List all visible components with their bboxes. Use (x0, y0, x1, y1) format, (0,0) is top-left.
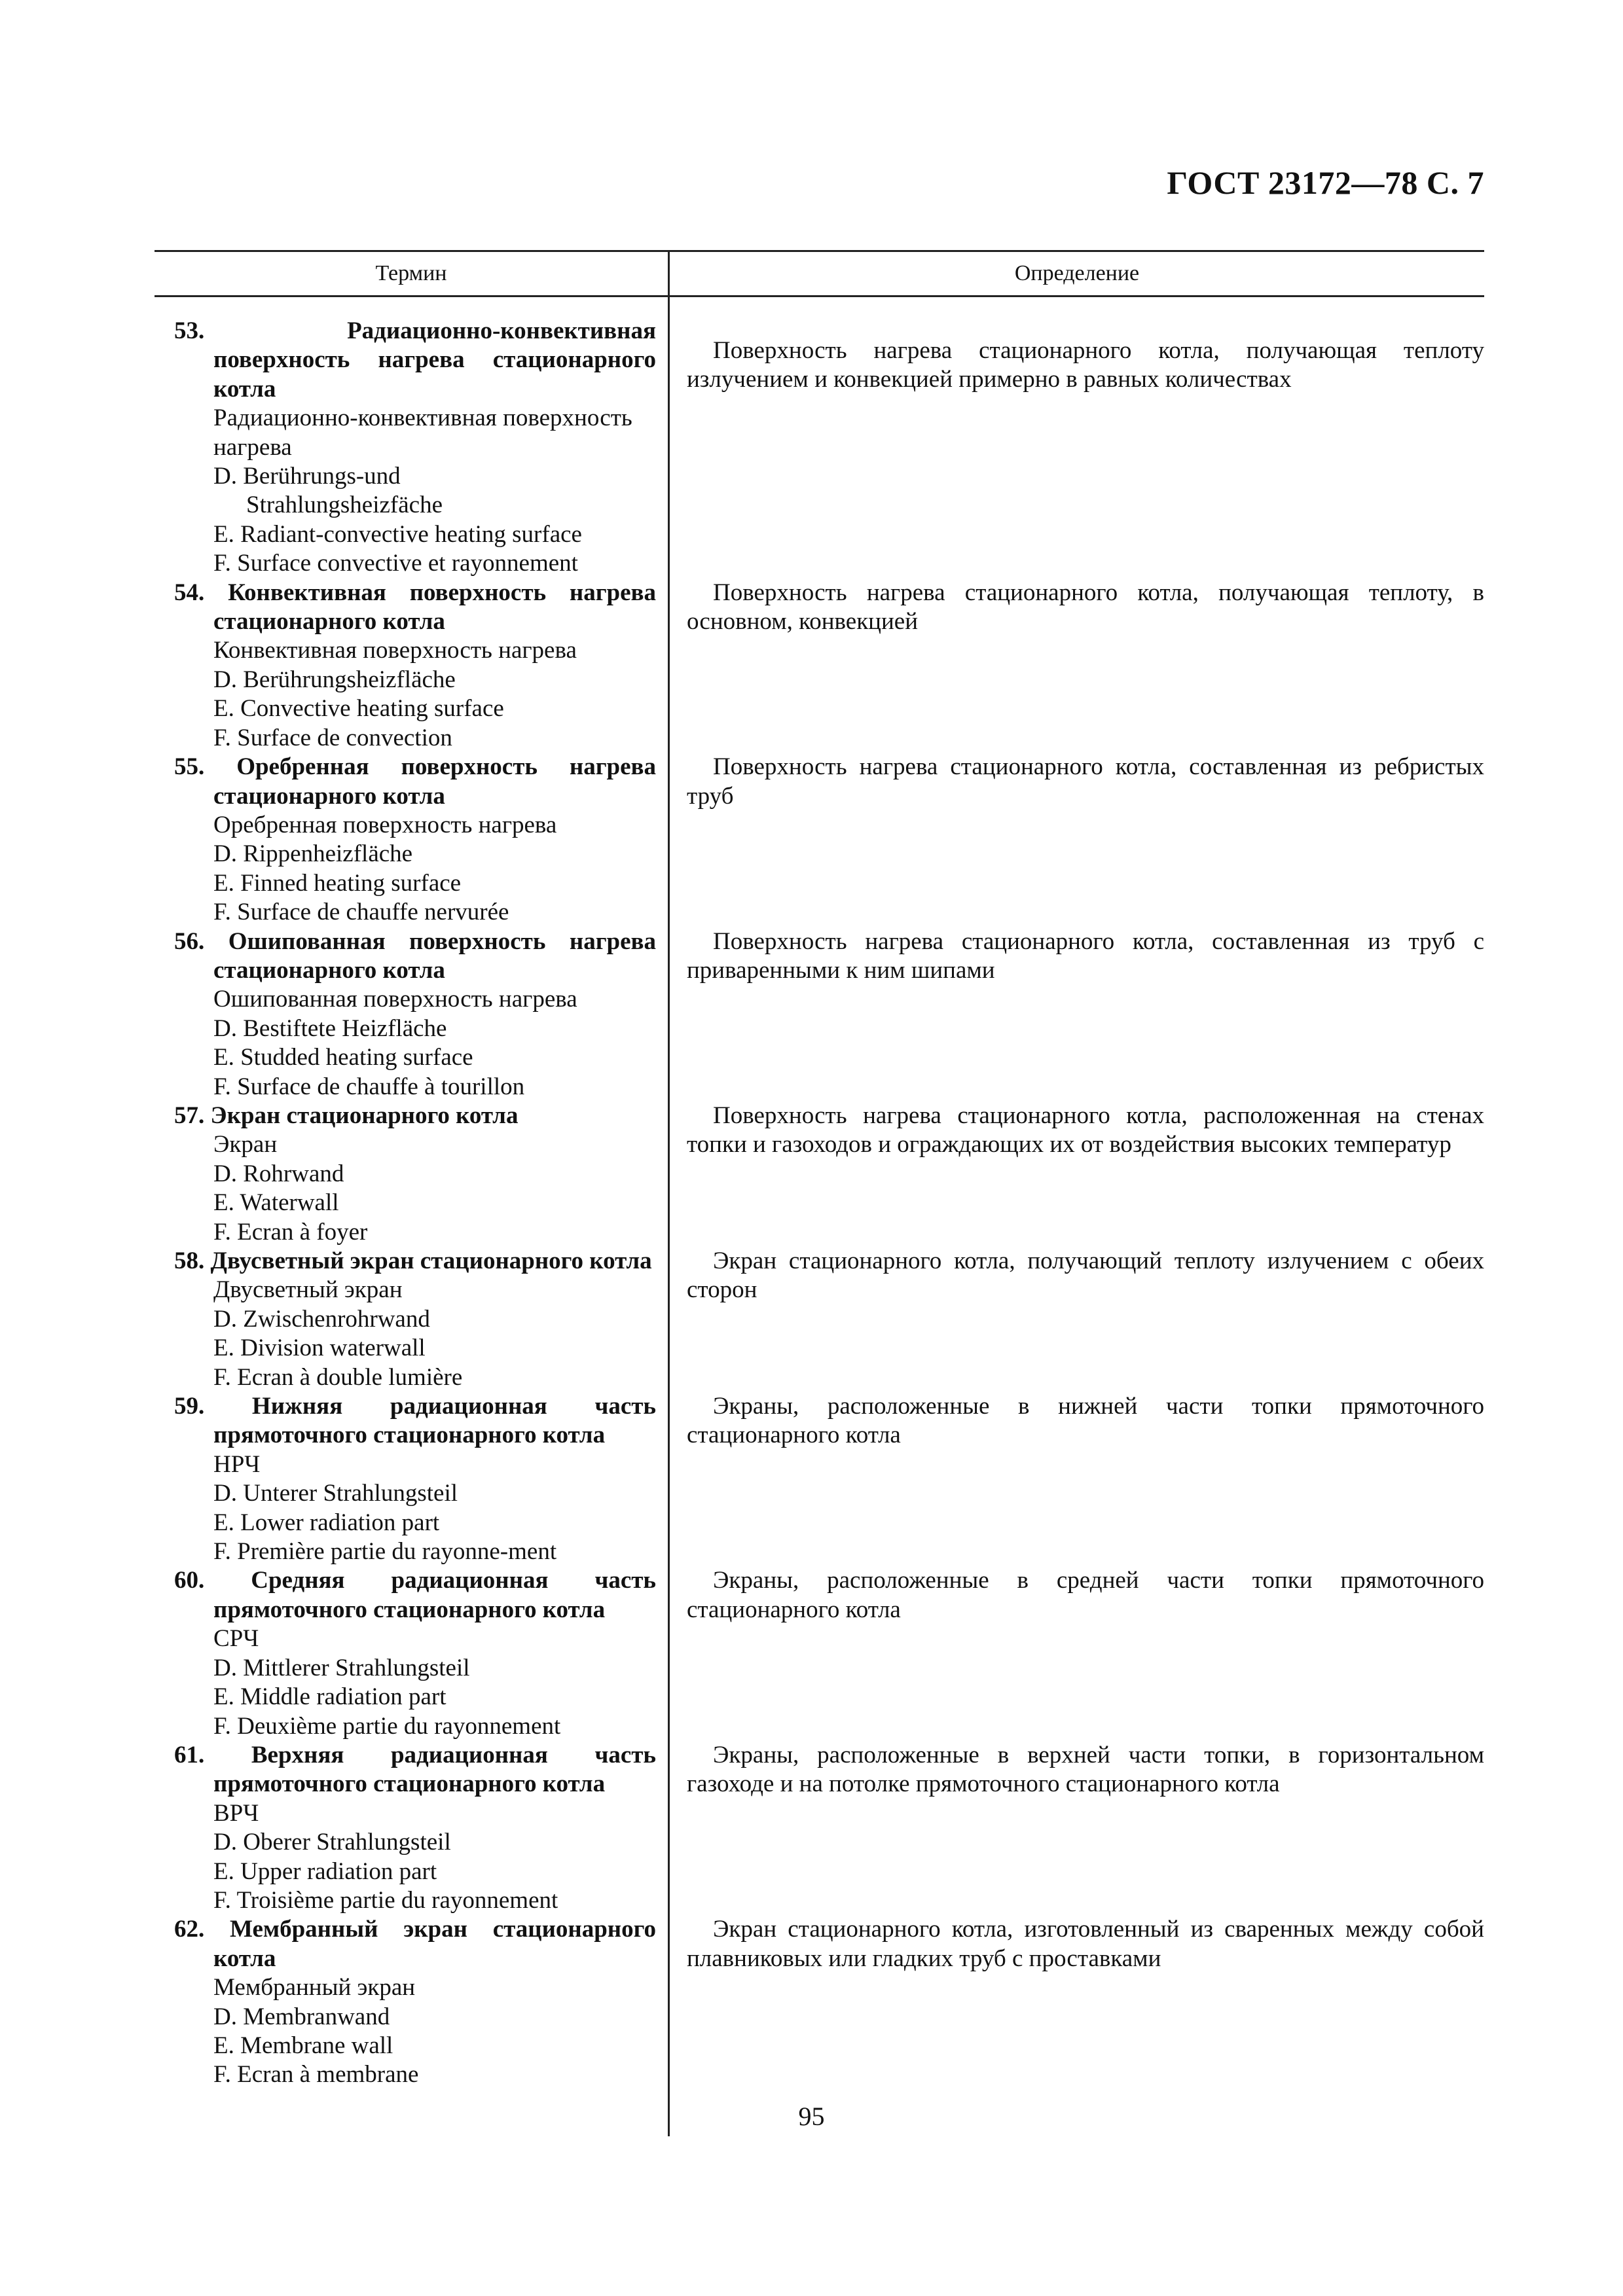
term-synonym-line: Мембранный экран (213, 1974, 416, 2001)
term-synonym-line: F. Première partie du rayonne-ment (213, 1538, 557, 1566)
definition-text: Экраны, расположенные в средней части топки прямоточного стационарного котла (687, 1567, 1484, 1623)
column-header-term: Термин (375, 261, 447, 285)
page-number: 95 (798, 2102, 825, 2131)
definition-text: Поверхность нагрева стационарного котла, составленная из труб с приваренными к ним шипами (687, 927, 1484, 984)
term-synonym-line: D. Rippenheizfläche (213, 840, 413, 868)
definition-text: Экраны, расположенные в нижней части топки прямоточного стационарного котла (687, 1393, 1484, 1449)
term-title: 58. Двусветный экран стационарного котла (174, 1247, 652, 1274)
term-title: 56. Ошипованная поверхность нагрева стационарного котла (174, 927, 656, 984)
term-synonym-line: D. Berührungs-und (213, 463, 401, 490)
term-synonym-line: D. Mittlerer Strahlungsteil (213, 1654, 470, 1681)
term-synonym-line: E. Finned heating surface (213, 869, 462, 897)
term-entry (174, 753, 656, 927)
definition-text: Экран стационарного котла, получающий теплоту излучением с обеих сторон (687, 1247, 1484, 1304)
term-synonym-line: F. Surface de chauffe à tourillon (213, 1073, 525, 1100)
definition-text: Поверхность нагрева стационарного котла, получающая теплоту излучением и конвекцией примерно в равных количествах (687, 337, 1484, 393)
term-synonym-line: E. Radiant-convective heating surface (213, 520, 582, 548)
term-synonym-line: E. Studded heating surface (213, 1044, 473, 1071)
term-synonym-line: D. Rohrwand (213, 1160, 344, 1187)
term-synonym-line: D. Bestiftete Heizfläche (213, 1014, 447, 1042)
term-synonym-line: F. Deuxième partie du rayonnement (213, 1712, 561, 1740)
term-synonym-line: E. Division waterwall (213, 1335, 426, 1362)
term-synonym-line: D. Oberer Strahlungsteil (213, 1829, 451, 1856)
term-synonym-line: F. Surface convective et rayonnement (213, 550, 578, 577)
term-title: 55. Оребренная поверхность нагрева стационарного котла (174, 753, 656, 810)
table-body (155, 297, 1484, 2136)
definition-text: Поверхность нагрева стационарного котла, получающая теплоту, в основном, конвекцией (687, 579, 1484, 636)
term-title: 60. Средняя радиационная часть прямоточного стационарного котла (174, 1567, 656, 1623)
definition-column (668, 297, 1484, 2136)
definition-text: Поверхность нагрева стационарного котла, расположенная на стенах топки и газоходов и ограждающих их от воздействия высоких температур (687, 1102, 1484, 1158)
definition-text: Экраны, расположенные в верхней части топки, в горизонтальном газоходе и на потолке прямоточного стационарного котла (687, 1741, 1484, 1798)
term-entry (174, 1741, 656, 1915)
term-synonym-line: СРЧ (213, 1625, 259, 1653)
term-synonym-line: F. Troisième partie du rayonnement (213, 1886, 558, 1914)
term-synonym-line: Двусветный экран (213, 1276, 403, 1304)
term-synonym-line: E. Convective heating surface (213, 695, 504, 723)
term-synonym-line: D. Membranwand (213, 2003, 390, 2030)
term-synonym-line: F. Ecran à double lumière (213, 1363, 463, 1391)
definition-text: Экран стационарного котла, изготовленный из сваренных между собой плавниковых или гладких труб с проставками (687, 1916, 1484, 1972)
term-synonym-line: Конвективная поверхность нагрева (213, 637, 577, 664)
term-synonym-line: Оребренная поверхность нагрева (213, 811, 557, 838)
terms-table (155, 250, 1484, 2136)
term-synonym-line: D. Berührungsheizfläche (213, 666, 456, 693)
term-column (155, 297, 668, 2136)
term-title: 62. Мембранный экран стационарного котла (174, 1916, 656, 1972)
term-entry (174, 1102, 656, 1247)
table-header-row (155, 252, 1484, 297)
term-synonym-line: D. Unterer Strahlungsteil (213, 1480, 458, 1507)
term-synonym-line: F. Surface de convection (213, 724, 452, 751)
term-synonym-line: E. Lower radiation part (213, 1509, 440, 1536)
document-header: ГОСТ 23172—78 С. 7 (1167, 164, 1484, 201)
term-synonym-line: Экран (213, 1131, 278, 1158)
term-title: 53. Радиационно-конвективная поверхность нагрева стационарного котла (174, 317, 656, 403)
term-synonym-line: Радиационно-конвективная поверхность нагрева (213, 404, 632, 461)
term-synonym-line: F. Ecran à membrane (213, 2061, 419, 2089)
term-entry (174, 317, 656, 579)
column-header-definition: Определение (668, 252, 1484, 295)
term-synonym-line: D. Zwischenrohrwand (213, 1305, 430, 1333)
term-synonym-line: F. Surface de chauffe nervurée (213, 899, 509, 926)
term-synonym-line: Strahlungsheizfäche (246, 492, 443, 519)
term-entry (174, 579, 656, 753)
term-synonym-line: E. Upper radiation part (213, 1857, 437, 1885)
term-synonym-line: E. Middle radiation part (213, 1683, 447, 1711)
term-entry (174, 1566, 656, 1740)
term-title: 57. Экран стационарного котла (174, 1102, 519, 1129)
term-entry (174, 1915, 656, 2089)
term-entry (174, 1392, 656, 1566)
term-synonym-line: ВРЧ (213, 1799, 259, 1827)
term-synonym-line: Ошипованная поверхность нагрева (213, 986, 577, 1013)
term-title: 54. Конвективная поверхность нагрева стационарного котла (174, 579, 656, 636)
term-title: 61. Верхняя радиационная часть прямоточного стационарного котла (174, 1741, 656, 1798)
term-synonym-line: F. Ecran à foyer (213, 1218, 368, 1246)
term-synonym-line: E. Waterwall (213, 1189, 339, 1217)
term-entry (174, 1247, 656, 1392)
term-synonym-line: E. Membrane wall (213, 2032, 393, 2059)
term-synonym-line: НРЧ (213, 1450, 261, 1478)
definition-text: Поверхность нагрева стационарного котла, составленная из ребристых труб (687, 753, 1484, 810)
term-entry (174, 927, 656, 1102)
term-title: 59. Нижняя радиационная часть прямоточного стационарного котла (174, 1393, 656, 1449)
